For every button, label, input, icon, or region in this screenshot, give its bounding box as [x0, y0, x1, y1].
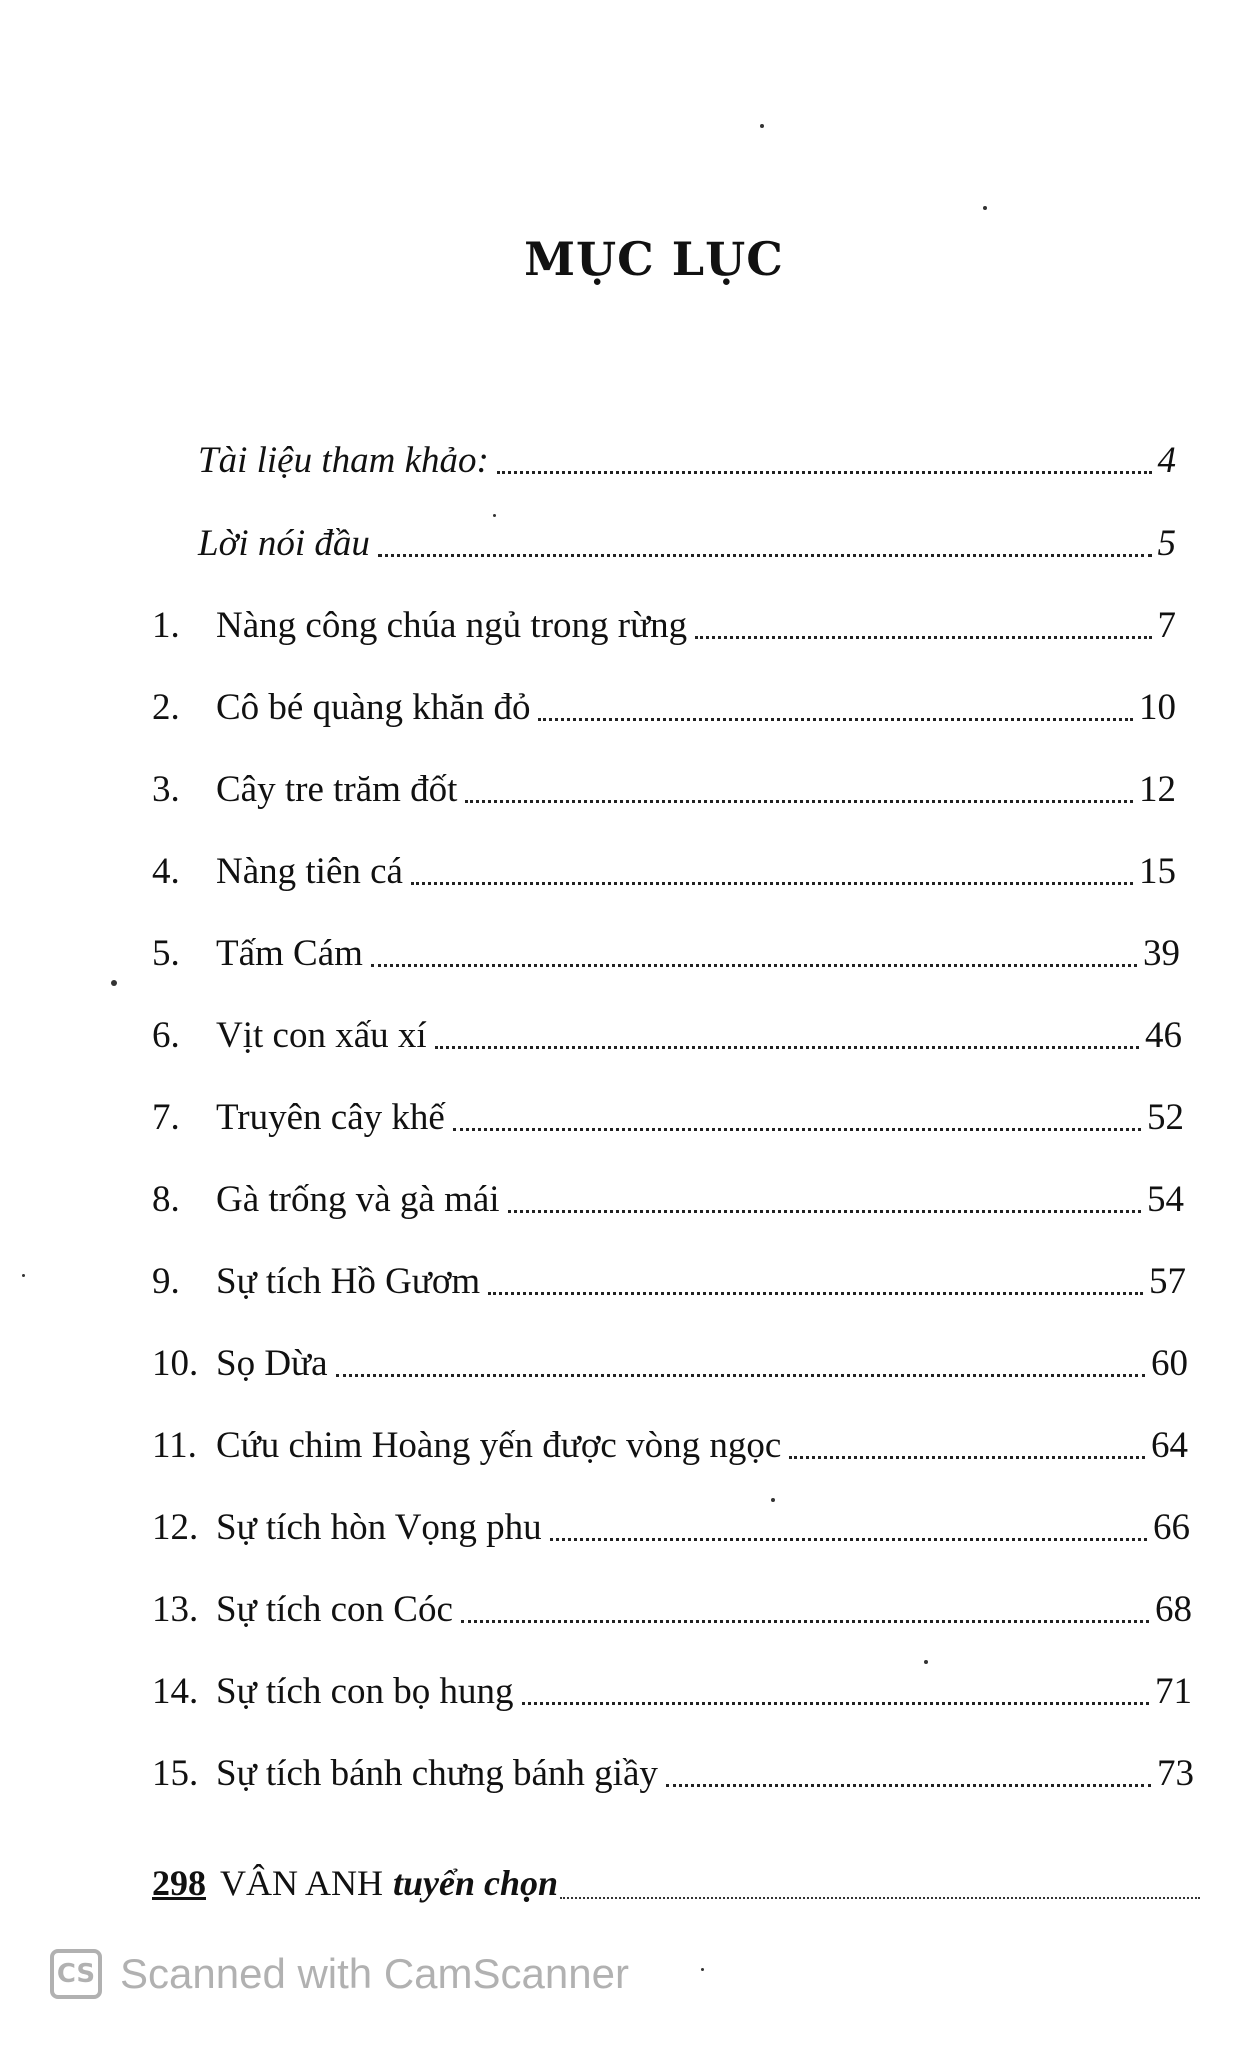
toc-row-number: 1. — [152, 605, 180, 646]
toc-row-title: Cây tre trăm đốt — [216, 769, 458, 810]
toc-row-number: 4. — [152, 851, 180, 892]
toc-row-title: Sự tích con bọ hung — [216, 1671, 514, 1712]
dot-leader — [435, 1046, 1139, 1049]
toc-row-page: 39 — [1143, 933, 1180, 974]
toc-row — [152, 1750, 1194, 1798]
dot-leader — [411, 882, 1133, 885]
dot-leader — [508, 1210, 1141, 1213]
toc-row-number: 7. — [152, 1097, 180, 1138]
footer-page-number: 298 — [152, 1863, 206, 1903]
toc-row-page: 54 — [1147, 1179, 1184, 1220]
toc-row-number: 12. — [152, 1507, 199, 1548]
toc-row-title: Tài liệu tham khảo: — [198, 440, 489, 481]
toc-row — [152, 1340, 1188, 1388]
toc-row — [152, 684, 1176, 732]
toc-row — [152, 1586, 1192, 1634]
toc-row-number: 10. — [152, 1343, 199, 1384]
toc-row-number: 3. — [152, 769, 180, 810]
toc-row-title: Cô bé quàng khăn đỏ — [216, 687, 531, 728]
scan-speck — [924, 1660, 928, 1664]
toc-row-page: 5 — [1157, 523, 1176, 564]
toc-row-number: 11. — [152, 1425, 197, 1466]
dot-leader — [371, 964, 1137, 967]
scan-speck — [111, 980, 117, 986]
toc-row — [152, 848, 1176, 896]
toc-row — [152, 1422, 1188, 1470]
toc-row-page: 66 — [1153, 1507, 1190, 1548]
toc-row-preface — [198, 520, 1176, 568]
dot-leader — [461, 1620, 1149, 1623]
toc-row-page: 15 — [1139, 851, 1176, 892]
toc-row-title: Tấm Cám — [216, 933, 363, 974]
scan-speck — [760, 124, 764, 128]
dot-leader — [336, 1374, 1145, 1377]
dot-leader — [453, 1128, 1141, 1131]
toc-row-page: 64 — [1151, 1425, 1188, 1466]
page-title: MỤC LỤC — [524, 232, 784, 286]
dot-leader — [378, 554, 1152, 557]
camscanner-logo-icon: CS — [50, 1949, 102, 1999]
footer-author: VÂN ANH — [220, 1863, 384, 1903]
dot-leader — [550, 1538, 1147, 1541]
toc-row — [152, 1504, 1190, 1552]
dot-leader — [488, 1292, 1143, 1295]
dot-leader — [522, 1702, 1149, 1705]
toc-row-page: 57 — [1149, 1261, 1186, 1302]
toc-row-title: Sự tích hòn Vọng phu — [216, 1507, 542, 1548]
scan-speck — [22, 1274, 25, 1277]
scan-speck — [493, 514, 496, 517]
dot-leader — [465, 800, 1133, 803]
watermark-text: Scanned with CamScanner — [120, 1950, 629, 1997]
toc-row — [152, 766, 1176, 814]
toc-row-page: 4 — [1157, 440, 1176, 481]
toc-row — [152, 930, 1180, 978]
toc-row-title: Nàng tiên cá — [216, 851, 403, 892]
toc-row-title: Sự tích con Cóc — [216, 1589, 453, 1630]
toc-row-number: 15. — [152, 1753, 199, 1794]
toc-row-number: 8. — [152, 1179, 180, 1220]
toc-row-number: 5. — [152, 933, 180, 974]
toc-row-title: Nàng công chúa ngủ trong rừng — [216, 605, 688, 646]
dot-leader — [538, 718, 1133, 721]
toc-row — [152, 1258, 1186, 1306]
toc-row-title: Cứu chim Hoàng yến được vòng ngọc — [216, 1425, 782, 1466]
toc-row-title: Truyên cây khế — [216, 1097, 445, 1138]
toc-row — [152, 1668, 1192, 1716]
toc-row-number: 14. — [152, 1671, 199, 1712]
toc-row-title: Sự tích Hồ Gươm — [216, 1261, 481, 1302]
dot-leader — [695, 636, 1151, 639]
toc-row — [152, 602, 1176, 650]
toc-row-page: 10 — [1139, 687, 1176, 728]
toc-row-page: 7 — [1157, 605, 1176, 646]
toc-row-page: 71 — [1155, 1671, 1192, 1712]
footer-rule — [560, 1897, 1200, 1899]
toc-row — [152, 1094, 1184, 1142]
scan-speck — [701, 1968, 704, 1971]
scan-speck — [771, 1498, 775, 1502]
toc-row-references — [198, 437, 1176, 485]
scan-speck — [983, 206, 987, 210]
toc-row-title: Gà trống và gà mái — [216, 1179, 500, 1220]
toc-row-page: 46 — [1145, 1015, 1182, 1056]
toc-row-number: 2. — [152, 687, 180, 728]
toc-row-page: 73 — [1157, 1753, 1194, 1794]
camscanner-watermark — [50, 1944, 629, 2004]
toc-row-title: Sọ Dừa — [216, 1343, 328, 1384]
toc-row-title: Lời nói đầu — [198, 523, 370, 564]
toc-row-page: 60 — [1151, 1343, 1188, 1384]
toc-row-number: 13. — [152, 1589, 199, 1630]
dot-leader — [497, 471, 1152, 474]
running-footer — [152, 1855, 1200, 1907]
toc-row-page: 52 — [1147, 1097, 1184, 1138]
toc-row-number: 6. — [152, 1015, 180, 1056]
toc-row-page: 68 — [1155, 1589, 1192, 1630]
toc-row — [152, 1012, 1182, 1060]
dot-leader — [666, 1784, 1151, 1787]
toc-row-number: 9. — [152, 1261, 180, 1302]
toc-row-title: Sự tích bánh chưng bánh giầy — [216, 1753, 658, 1794]
toc-row — [152, 1176, 1184, 1224]
toc-row-page: 12 — [1139, 769, 1176, 810]
footer-subtitle: tuyển chọn — [393, 1863, 559, 1903]
toc-row-title: Vịt con xấu xí — [216, 1015, 427, 1056]
dot-leader — [789, 1456, 1145, 1459]
